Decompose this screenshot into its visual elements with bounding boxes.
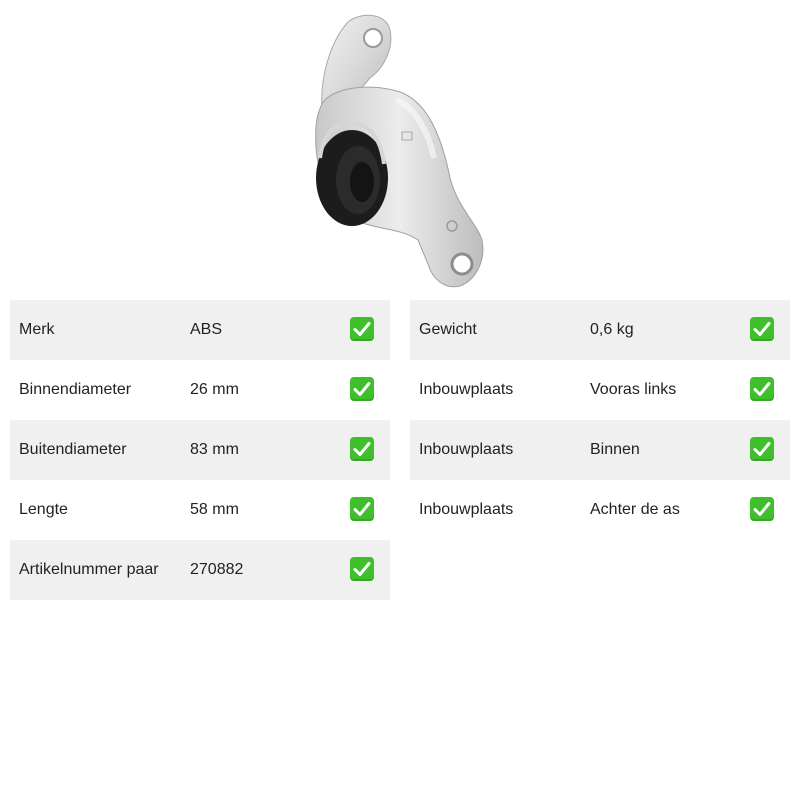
spec-table-left [10, 300, 390, 600]
check-mark-icon [750, 317, 774, 341]
spec-label: Gewicht [419, 321, 477, 338]
check-mark-icon [750, 437, 774, 461]
suspension-bushing-icon [300, 8, 500, 292]
spec-row [10, 540, 390, 600]
spec-row [10, 360, 390, 420]
spec-value: ABS [190, 321, 223, 338]
product-image [300, 8, 500, 292]
spec-label: Merk [19, 321, 55, 338]
spec-value: Achter de as [590, 501, 680, 518]
spec-value: Binnen [590, 441, 640, 458]
spec-label: Buitendiameter [19, 441, 127, 458]
spec-label: Binnendiameter [19, 381, 132, 398]
check-mark-icon [350, 557, 374, 581]
check-mark-icon [350, 377, 374, 401]
spec-row [10, 420, 390, 480]
check-mark-icon [350, 437, 374, 461]
spec-row [410, 480, 790, 540]
check-mark-icon [750, 377, 774, 401]
spec-label: Inbouwplaats [419, 501, 514, 518]
spec-value: 26 mm [190, 381, 239, 398]
spec-value: 0,6 kg [590, 321, 634, 338]
spec-row [10, 480, 390, 540]
spec-row [410, 360, 790, 420]
spec-label: Inbouwplaats [419, 441, 514, 458]
spec-value: 58 mm [190, 501, 239, 518]
spec-label: Artikelnummer paar [19, 561, 159, 578]
spec-label: Lengte [19, 501, 68, 518]
check-mark-icon [350, 317, 374, 341]
spec-row [10, 300, 390, 360]
check-mark-icon [350, 497, 374, 521]
spec-row [410, 420, 790, 480]
spec-label: Inbouwplaats [419, 381, 514, 398]
spec-value: Vooras links [590, 381, 677, 398]
spec-row [410, 300, 790, 360]
spec-table-right [410, 300, 790, 540]
spec-value: 83 mm [190, 441, 239, 458]
spec-value: 270882 [190, 561, 244, 578]
check-mark-icon [750, 497, 774, 521]
